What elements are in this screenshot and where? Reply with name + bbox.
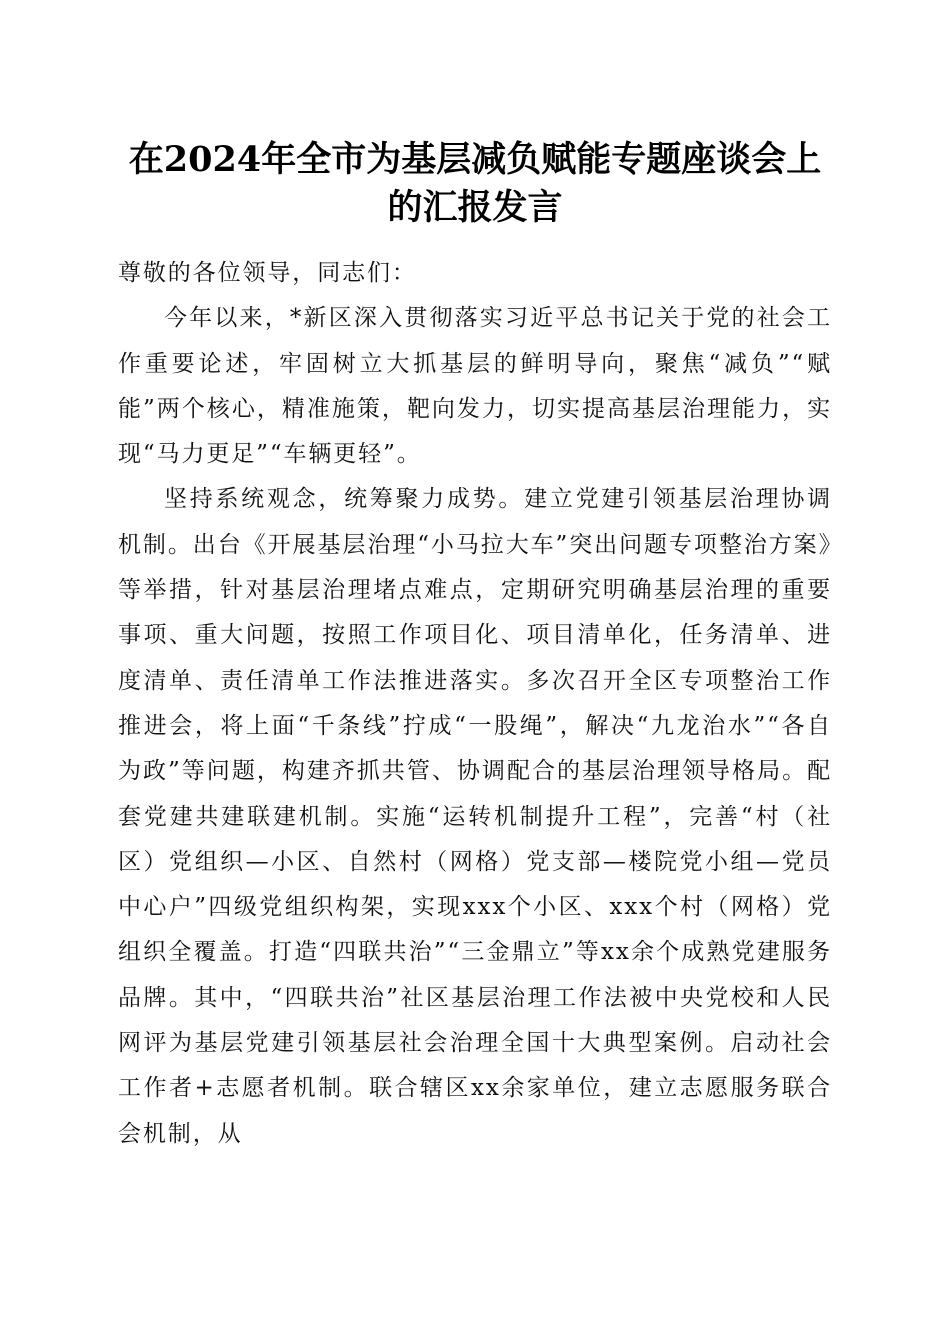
paragraph-system-concept: 坚持系统观念，统筹聚力成势。建立党建引领基层治理协调机制。出台《开展基层治理“小马拉大车”突出问题专项整治方案》等举措，针对基层治理堵点难点，定期研究明确基层治理的重要事项、重大问题，按照工作项目化、项目清单化，任务清单、进度清单、责任清单工作法推进落实。多次召开全区专项整治工作推进会，将上面“千条线”拧成“一股绳”，解决“九龙治水”“各自为政”等问题，构建齐抓共管、协调配合的基层治理领导格局。配套党建共建联建机制。实施“运转机制提升工程”，完善“村（社区）党组织—小区、自然村（网格）党支部—楼院党小组—党员中心户”四级党组织构架，实现xxx个小区、xxx个村（网格）党组织全覆盖。打造“四联共治”“三金鼎立”等xx余个成熟党建服务品牌。其中，“四联共治”社区基层治理工作法被中央党校和人民网评为基层党建引领基层社会治理全国十大典型案例。启动社会工作者+志愿者机制。联合辖区xx余家单位，建立志愿服务联合会机制，从 [118, 486, 832, 1147]
document-body [118, 251, 832, 1157]
salutation: 尊敬的各位领导，同志们： [118, 260, 417, 286]
paragraph-intro: 今年以来，*新区深入贯彻落实习近平总书记关于党的社会工作重要论述，牢固树立大抓基层的鲜明导向，聚焦“减负”“赋能”两个核心，精准施策，靶向发力，切实提高基层治理能力，实现“马力更足”“车辆更轻”。 [118, 305, 832, 468]
document-title: 在2024年全市为基层减负赋能专题座谈会上的汇报发言 [128, 139, 822, 228]
